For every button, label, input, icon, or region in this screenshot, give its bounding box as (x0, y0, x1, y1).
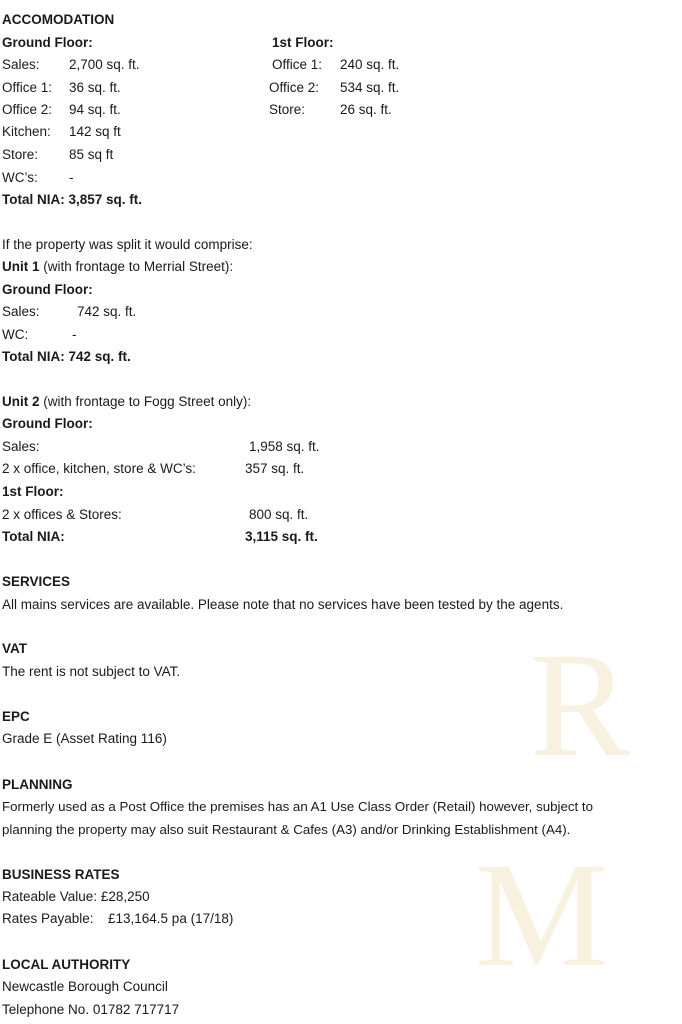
unit1-ground-heading: Ground Floor: (2, 282, 93, 297)
epc-text: Grade E (Asset Rating 116) (2, 731, 167, 746)
first-row-label: Office 1: (272, 57, 323, 72)
unit1-note: (with frontage to Merrial Street): (39, 259, 234, 274)
first-row-label: Office 2: (269, 80, 320, 95)
unit2-row-value: 1,958 sq. ft. (249, 439, 320, 454)
rates-payable-amount: £13,164.5 pa (17/18) (108, 911, 234, 926)
ground-row-value: 2,700 sq. ft. (69, 57, 140, 72)
business-rates-heading: BUSINESS RATES (2, 867, 120, 882)
unit2-row-value: 800 sq. ft. (249, 507, 309, 522)
unit2-total-label: Total NIA: (2, 529, 65, 544)
unit2-row-label: Sales: (2, 439, 40, 454)
unit1-row-label: WC: (2, 327, 29, 342)
ground-row-label: Office 2: (2, 102, 53, 117)
ground-row-value: 142 sq ft (69, 124, 121, 139)
watermark-letter-m: M (475, 832, 609, 998)
services-heading: SERVICES (2, 574, 71, 589)
unit2-heading (2, 394, 251, 410)
planning-text-line-1: Formerly used as a Post Office the premises has an A1 Use Class Order (Retail) however, subject to (2, 799, 593, 814)
unit1-total: Total NIA: 742 sq. ft. (2, 349, 131, 364)
unit2-name: Unit 2 (2, 394, 40, 409)
split-intro: If the property was split it would comprise: (2, 237, 253, 252)
local-authority-heading: LOCAL AUTHORITY (2, 957, 131, 972)
rateable-value (2, 889, 150, 905)
unit1-row-label: Sales: (2, 304, 40, 319)
unit2-total-value: 3,115 sq. ft. (245, 529, 318, 544)
unit2-note: (with frontage to Fogg Street only): (39, 394, 252, 409)
total-nia: Total NIA: 3,857 sq. ft. (2, 192, 143, 207)
unit1-name: Unit 1 (2, 259, 40, 274)
services-text: All mains services are available. Please note that no services have been tested by the agents. (2, 597, 564, 612)
unit1-row-value: - (72, 327, 77, 342)
ground-row-label: Office 1: (2, 80, 53, 95)
watermark-letter-r: R (530, 622, 631, 788)
unit2-ground-heading: Ground Floor: (2, 416, 93, 431)
ground-row-label: WC’s: (2, 170, 38, 185)
unit2-row-value: 357 sq. ft. (245, 461, 305, 476)
unit1-heading (2, 259, 233, 275)
ground-row-value: 85 sq ft (69, 147, 114, 162)
first-row-value: 240 sq. ft. (340, 57, 400, 72)
rateable-value-amount: £28,250 (100, 889, 150, 904)
ground-floor-heading: Ground Floor: (2, 35, 93, 50)
ground-row-label: Sales: (2, 57, 40, 72)
ground-row-label: Store: (2, 147, 39, 162)
unit1-row-value: 742 sq. ft. (77, 304, 137, 319)
planning-text-line-2: planning the property may also suit Restaurant & Cafes (A3) and/or Drinking Establishment (A4). (2, 822, 571, 837)
first-row-label: Store: (269, 102, 306, 117)
first-row-value: 26 sq. ft. (340, 102, 392, 117)
ground-row-value: 36 sq. ft. (69, 80, 121, 95)
vat-heading: VAT (2, 641, 27, 656)
planning-heading: PLANNING (2, 777, 73, 792)
local-authority-name: Newcastle Borough Council (2, 979, 168, 994)
ground-row-value: 94 sq. ft. (69, 102, 121, 117)
first-row-value: 534 sq. ft. (340, 80, 400, 95)
local-authority-phone: Telephone No. 01782 717717 (2, 1002, 180, 1017)
epc-heading: EPC (2, 709, 30, 724)
rateable-value-label: Rateable Value: (2, 889, 101, 904)
unit2-row-label: 2 x office, kitchen, store & WC’s: (2, 461, 196, 476)
unit2-first-heading: 1st Floor: (2, 484, 64, 499)
vat-text: The rent is not subject to VAT. (2, 664, 181, 679)
rates-payable-label: Rates Payable: (2, 911, 94, 926)
ground-row-label: Kitchen: (2, 124, 51, 139)
accommodation-heading: ACCOMODATION (2, 12, 115, 27)
first-floor-heading: 1st Floor: (272, 35, 334, 50)
ground-row-value: - (69, 170, 74, 185)
unit2-row-label: 2 x offices & Stores: (2, 507, 122, 522)
